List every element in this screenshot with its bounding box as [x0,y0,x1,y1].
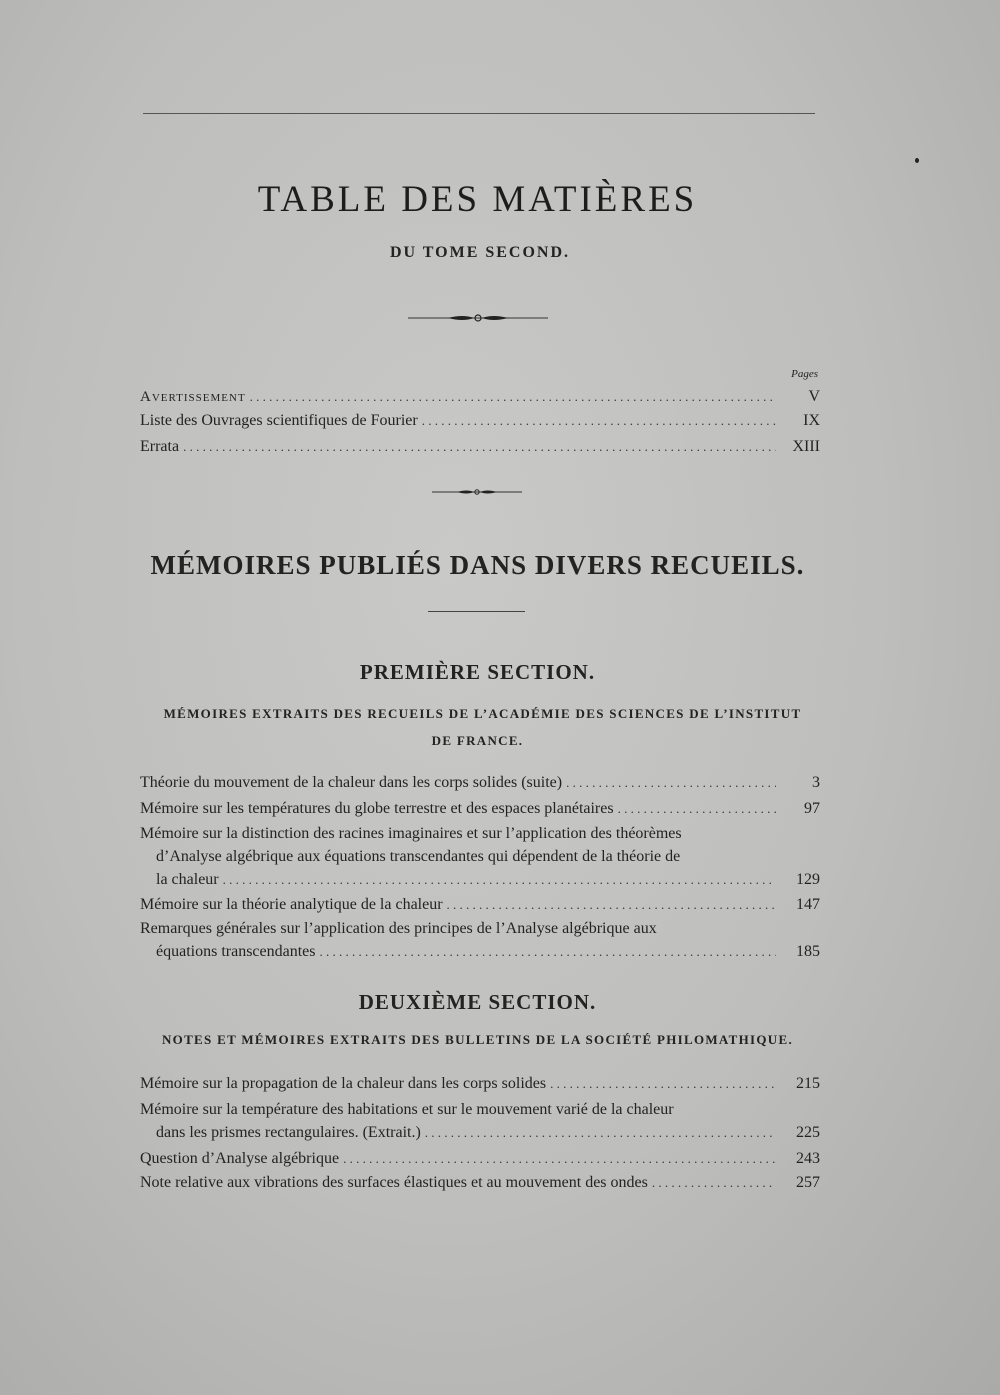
entry-title-line: Remarques générales sur l’application des principes de l’Analyse algébrique aux [140,920,657,937]
toc-entry[interactable] [140,894,820,916]
entry-page: 243 [796,1150,820,1167]
short-rule [428,611,525,612]
entry-title: équations transcendantes [156,943,316,960]
entry-title: Mémoire sur la théorie analytique de la chaleur [140,896,443,913]
section-1-title: PREMIÈRE SECTION. [359,660,596,684]
toc-entry[interactable] [156,1122,820,1144]
section-1-subtitle: MÉMOIRES EXTRAITS DES RECUEILS DE L’ACADÉMIE DES SCIENCES DE L’INSTITUT [163,706,802,721]
toc-entry[interactable] [140,1148,820,1170]
entry-title: Mémoire sur les températures du globe terrestre et des espaces planétaires [140,800,614,817]
ornament-divider [408,311,548,325]
leader-dots [447,894,776,916]
leader-dots [183,436,776,458]
entry-title: Note relative aux vibrations des surfaces élastiques et au mouvement des ondes [140,1174,648,1191]
entry-page: 185 [796,943,820,960]
leader-dots [422,410,776,432]
toc-entry[interactable] [140,436,820,458]
toc-entry[interactable] [140,386,820,408]
leader-dots [320,941,777,963]
leader-dots [618,798,776,820]
section-2-subtitle: NOTES ET MÉMOIRES EXTRAITS DES BULLETINS DE LA SOCIÉTÉ PHILOMATHIQUE. [161,1032,794,1047]
entry-page: 147 [796,896,820,913]
ink-speck [915,158,919,163]
page-subtitle: DU TOME SECOND. [389,244,571,261]
leader-dots [223,869,776,891]
entry-page: 129 [796,871,820,888]
section-2-title: DEUXIÈME SECTION. [358,990,597,1014]
leader-dots [652,1172,776,1194]
leader-dots [550,1073,776,1095]
toc-entry[interactable] [140,798,820,820]
entry-title: dans les prismes rectangulaires. (Extrait.) [156,1124,421,1141]
entry-page: 257 [796,1174,820,1191]
toc-entry[interactable] [156,869,820,891]
main-heading: MÉMOIRES PUBLIÉS DANS DIVERS RECUEILS. [150,550,805,580]
toc-entry[interactable] [156,941,820,963]
entry-title: Question d’Analyse algébrique [140,1150,340,1167]
leader-dots [425,1122,776,1144]
entry-page: 3 [812,774,820,791]
entry-title: Théorie du mouvement de la chaleur dans les corps solides (suite) [140,774,563,791]
entry-title-line: Mémoire sur la distinction des racines imaginaires et sur l’application des théorèmes [140,825,682,842]
entry-title-line: d’Analyse algébrique aux équations transcendantes qui dépendent de la théorie de [156,848,681,865]
leader-dots [566,772,776,794]
entry-title: Mémoire sur la propagation de la chaleur dans les corps solides [140,1075,547,1092]
entry-page: 225 [796,1124,820,1141]
toc-entry[interactable] [140,772,820,794]
entry-title: la chaleur [156,871,219,888]
entry-page: 97 [804,800,820,817]
leader-dots [343,1148,776,1170]
toc-entry[interactable] [140,1073,820,1095]
pages-column-label: Pages [791,368,818,380]
entry-title: Errata [140,438,180,455]
entry-title: Liste des Ouvrages scientifiques de Fourier [140,412,418,429]
section-1-subtitle-cont: DE FRANCE. [431,733,524,748]
toc-entry[interactable] [140,1172,820,1194]
entry-page: XIII [792,438,820,455]
leader-dots [250,386,776,408]
ornament-divider [432,486,522,498]
entry-title: Avertissement [140,389,246,405]
entry-title-line: Mémoire sur la température des habitations et sur le mouvement varié de la chaleur [140,1101,674,1118]
entry-page: 215 [796,1075,820,1092]
toc-entry[interactable] [140,410,820,432]
entry-page: V [808,388,820,405]
top-rule [143,113,815,114]
page-title: TABLE DES MATIÈRES [257,179,698,220]
entry-page: IX [803,412,820,429]
